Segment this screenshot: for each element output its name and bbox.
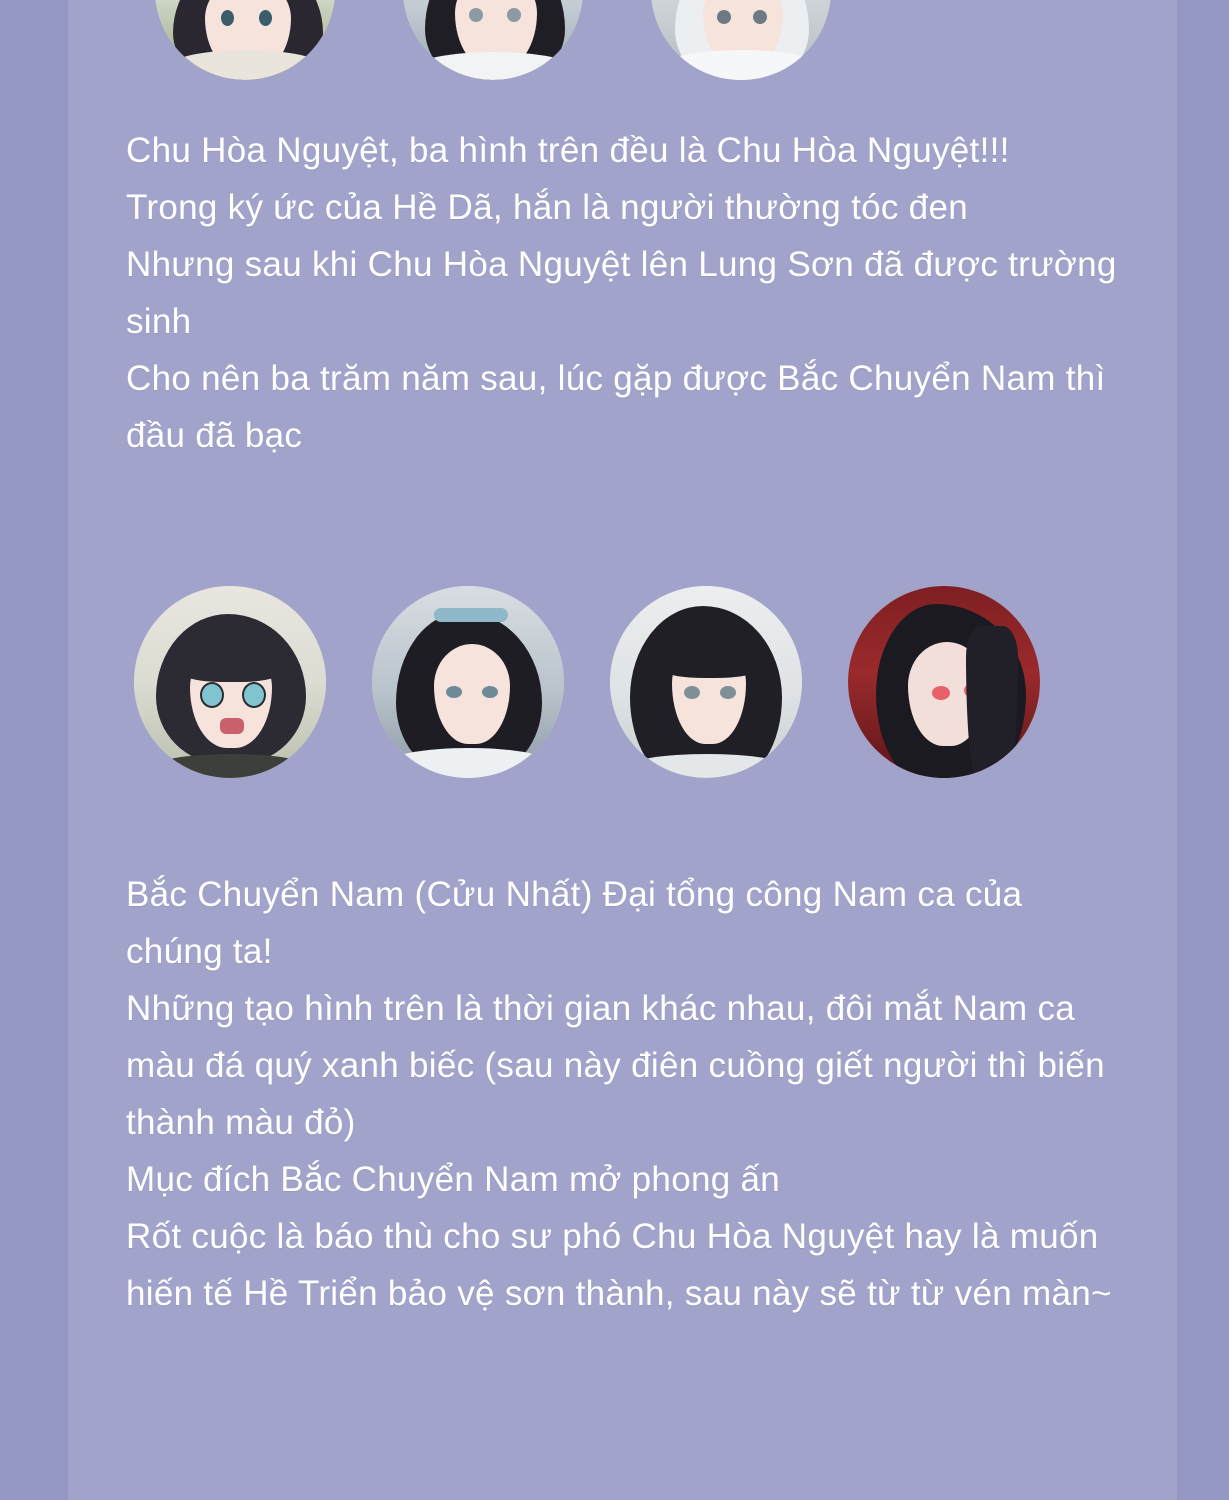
- right-eye: [242, 682, 266, 708]
- right-eye: [259, 10, 272, 26]
- avatar-chu-hoa-nguyet-1: [155, 0, 335, 80]
- hair-ribbon: [434, 608, 508, 622]
- left-eye: [932, 686, 950, 700]
- caption-line: Bắc Chuyển Nam (Cửu Nhất) Đại tổng công Nam ca của chúng ta!: [126, 875, 1023, 971]
- right-eye: [482, 686, 498, 698]
- side-hair-strand: [966, 626, 1018, 778]
- caption-line: Nhưng sau khi Chu Hòa Nguyệt lên Lung Sơn đã được trường sinh: [126, 245, 1117, 341]
- left-eye: [221, 10, 234, 26]
- open-mouth: [220, 718, 244, 734]
- right-margin: [1177, 0, 1229, 1500]
- right-eye: [720, 686, 736, 699]
- left-eye: [469, 8, 483, 22]
- caption-line: Trong ký ức của Hề Dã, hắn là người thường tóc đen: [126, 188, 968, 227]
- face-shape: [434, 644, 510, 744]
- caption-line: Chu Hòa Nguyệt, ba hình trên đều là Chu Hòa Nguyệt!!!: [126, 131, 1010, 170]
- left-eye: [684, 686, 700, 699]
- robe-shape: [386, 748, 552, 778]
- left-eye: [446, 686, 462, 698]
- caption-line: Cho nên ba trăm năm sau, lúc gặp được Bắc Chuyển Nam thì đầu đã bạc: [126, 359, 1106, 455]
- avatar-bac-chuyen-nam-white-robe: [372, 586, 564, 778]
- left-margin: [0, 0, 68, 1500]
- caption-line: Những tạo hình trên là thời gian khác nhau, đôi mắt Nam ca màu đá quý xanh biếc (sau này điên cuồng giết người thì biến thành màu đỏ): [126, 989, 1105, 1142]
- robe-shape: [661, 50, 821, 80]
- caption-bac-chuyen-nam: [126, 866, 1126, 1322]
- right-eye: [753, 10, 767, 24]
- avatar-bac-chuyen-nam-red: [848, 586, 1040, 778]
- caption-line: Rốt cuộc là báo thù cho sư phó Chu Hòa Nguyệt hay là muốn hiến tế Hề Triển bảo vệ sơn thành, sau này sẽ từ từ vén màn~: [126, 1217, 1112, 1313]
- avatar-chu-hoa-nguyet-2: [403, 0, 583, 80]
- avatar-bac-chuyen-nam-child: [134, 586, 326, 778]
- robe-shape: [626, 754, 788, 778]
- avatar-chu-hoa-nguyet-3: [651, 0, 831, 80]
- caption-chu-hoa-nguyet: [126, 122, 1126, 464]
- left-eye: [717, 10, 731, 24]
- right-eye: [507, 8, 521, 22]
- robe-shape: [415, 52, 573, 80]
- avatar-bac-chuyen-nam-long-hair: [610, 586, 802, 778]
- robe-shape: [171, 50, 321, 80]
- top-avatar-row: [155, 0, 831, 80]
- robe-shape: [152, 754, 310, 778]
- second-avatar-row: [134, 586, 1040, 778]
- caption-line: Mục đích Bắc Chuyển Nam mở phong ấn: [126, 1160, 781, 1199]
- left-eye: [200, 682, 224, 708]
- bottom-strip: [68, 1442, 1177, 1500]
